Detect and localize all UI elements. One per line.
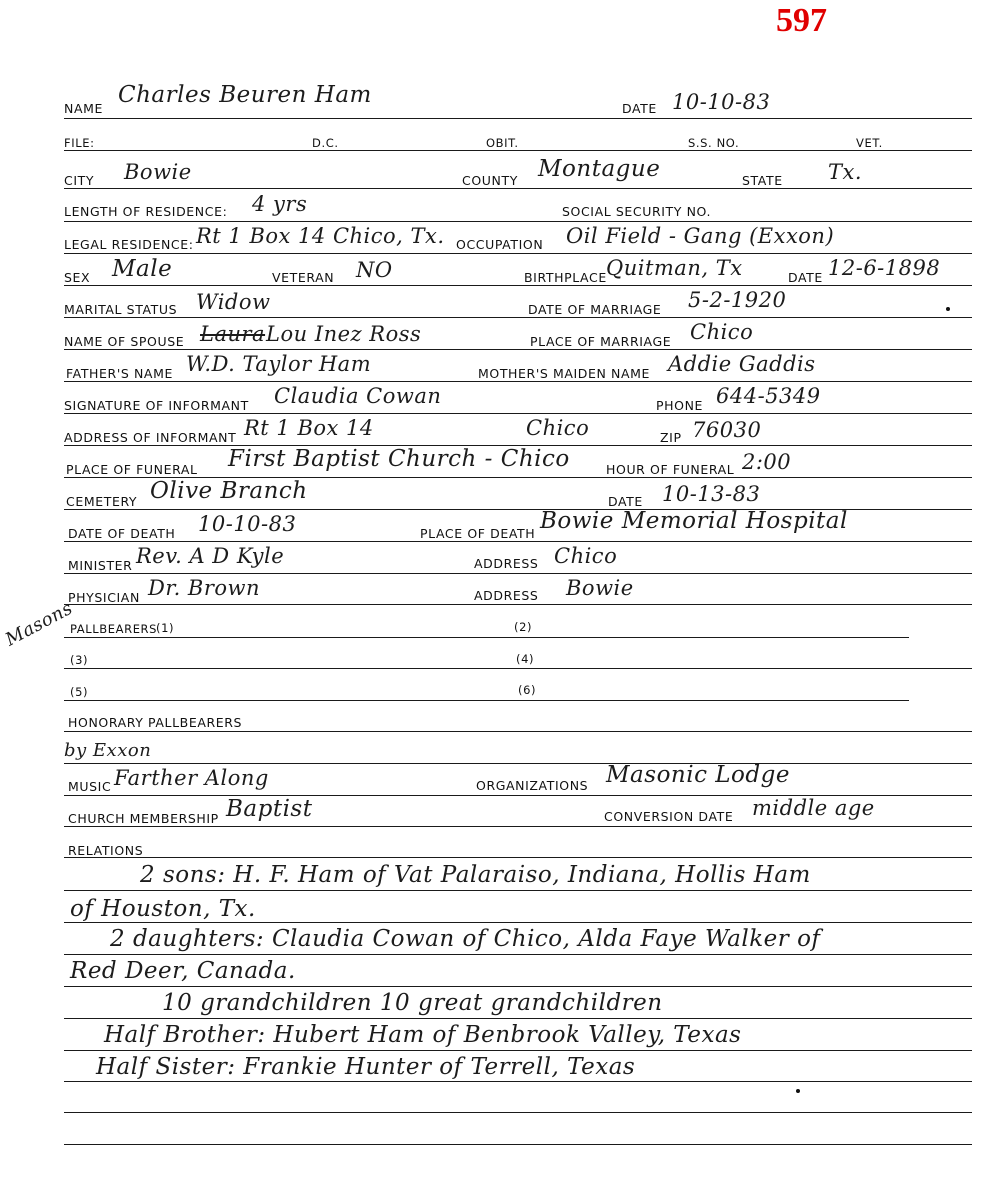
mother-label: MOTHER'S MAIDEN NAME [478,366,651,381]
rule-spouse [64,349,972,350]
rule-marital [64,317,972,318]
margin-note: Masons [2,597,77,651]
rule-relations-2 [64,922,972,923]
legal-label: LEGAL RESIDENCE: [64,237,194,252]
rule-relations-3 [64,954,972,955]
legal-value: Rt 1 Box 14 Chico, Tx. [196,224,445,248]
rule-relations-5 [64,1018,972,1019]
pallbearer-5-label: (5) [70,685,89,699]
rule-length [64,221,972,222]
spouse-label: NAME OF SPOUSE [64,334,185,349]
relations-label: RELATIONS [68,843,144,858]
honorary-value: by Exxon [64,740,152,761]
minister-addr-label: ADDRESS [474,556,539,571]
rule-death [64,541,972,542]
occupation-label: OCCUPATION [456,237,544,252]
marital-value: Widow [196,290,271,314]
death-date-label: DATE OF DEATH [68,526,176,541]
relation-line-1: 2 sons: H. F. Ham of Vat Palaraiso, Indiana, Hollis Ham [140,862,811,888]
name-value: Charles Beuren Ham [118,82,372,108]
zip-value: 76030 [692,418,762,442]
pallbearer-2-label: (2) [514,620,533,634]
rule-father [64,381,972,382]
pallbearer-6-label: (6) [518,683,537,697]
funeral-place-label: PLACE OF FUNERAL [66,462,198,477]
father-value: W.D. Taylor Ham [186,352,372,376]
county-label: COUNTY [462,173,518,188]
rule-pallbearers-1 [64,637,909,638]
relation-line-7: Half Sister: Frankie Hunter of Terrell, Texas [96,1054,636,1080]
rule-legal [64,253,972,254]
mother-value: Addie Gaddis [668,352,816,376]
informant-addr-label: ADDRESS OF INFORMANT [64,430,237,445]
marriage-date-value: 5-2-1920 [688,288,787,312]
funeral-hour-value: 2:00 [742,450,792,474]
length-value: 4 yrs [252,192,308,216]
rule-relations-7 [64,1081,972,1082]
rule-relations-1 [64,890,972,891]
physician-addr-value: Bowie [566,576,634,600]
rule-informant-sig [64,413,972,414]
marital-label: MARITAL STATUS [64,302,178,317]
rule-honorary-2 [64,763,972,764]
church-label: CHURCH MEMBERSHIP [68,811,219,826]
file-label: FILE: [64,136,95,150]
occupation-value: Oil Field - Gang (Exxon) [566,224,835,248]
sex-value: Male [112,256,173,282]
ink-dot [946,307,950,311]
date-value: 10-10-83 [672,90,771,114]
rule-relations-0 [64,857,972,858]
length-label: LENGTH OF RESIDENCE: [64,204,228,219]
page-number: 597 [776,2,827,39]
veteran-value: NO [356,258,393,282]
state-label: STATE [742,173,783,188]
death-place-label: PLACE OF DEATH [420,526,536,541]
rule-relations-6 [64,1050,972,1051]
pallbearer-3-label: (3) [70,653,89,667]
phone-value: 644-5349 [716,384,821,408]
minister-addr-value: Chico [554,544,618,568]
father-label: FATHER'S NAME [66,366,173,381]
pallbearer-1-label: (1) [156,621,175,635]
physician-addr-label: ADDRESS [474,588,539,603]
death-date-value: 10-10-83 [198,512,297,536]
rule-name [64,118,972,119]
funeral-place-value: First Baptist Church - Chico [228,446,570,472]
relation-line-4: Red Deer, Canada. [70,958,296,984]
conversion-label: CONVERSION DATE [604,809,734,824]
physician-value: Dr. Brown [148,576,261,600]
church-value: Baptist [226,796,313,822]
sex-label: SEX [64,270,91,285]
city-label: CITY [64,173,95,188]
veteran-label: VETERAN [272,270,335,285]
birthplace-value: Quitman, Tx [606,256,743,280]
pallbearers-label: PALLBEARERS [70,622,158,636]
birth-date-label: DATE [788,270,823,285]
spouse-struck-value: Laura [200,322,266,346]
honorary-label: HONORARY PALLBEARERS [68,715,243,730]
relation-line-3: 2 daughters: Claudia Cowan of Chico, Alda Faye Walker of [110,926,821,952]
rule-pallbearers-2 [64,668,972,669]
rule-relations-9 [64,1144,972,1145]
rule-relations-4 [64,986,972,987]
zip-label: ZIP [660,430,682,445]
phone-label: PHONE [656,398,704,413]
music-value: Farther Along [114,766,269,790]
ink-dot [796,1089,800,1093]
informant-sig-label: SIGNATURE OF INFORMANT [64,398,249,413]
minister-value: Rev. A D Kyle [136,544,285,568]
county-value: Montague [538,156,661,182]
birth-date-value: 12-6-1898 [828,256,941,280]
rule-sex [64,285,972,286]
physician-label: PHYSICIAN [68,590,140,605]
cemetery-label: CEMETERY [66,494,138,509]
rule-honorary-1 [64,731,972,732]
rule-physician [64,604,972,605]
death-place-value: Bowie Memorial Hospital [540,508,848,534]
minister-label: MINISTER [68,558,133,573]
conversion-value: middle age [752,796,875,820]
pallbearer-4-label: (4) [516,652,535,666]
relation-line-2: of Houston, Tx. [70,896,256,922]
rule-relations-8 [64,1112,972,1113]
informant-city-value: Chico [526,416,590,440]
dc-label: D.C. [312,136,339,150]
social-label: SOCIAL SECURITY NO. [562,204,712,219]
city-value: Bowie [124,160,192,184]
spouse-value: Lou Inez Ross [266,322,422,346]
rule-city [64,188,972,189]
music-label: MUSIC [68,779,112,794]
marriage-place-value: Chico [690,320,754,344]
organizations-value: Masonic Lodge [606,762,790,788]
rule-minister [64,573,972,574]
informant-addr-value: Rt 1 Box 14 [244,416,374,440]
cemetery-value: Olive Branch [150,478,308,504]
date-label: DATE [622,101,657,116]
funeral-hour-label: HOUR OF FUNERAL [606,462,735,477]
rule-church [64,826,972,827]
marriage-place-label: PLACE OF MARRIAGE [530,334,672,349]
ssno-label: S.S. NO. [688,136,740,150]
vet-label: VET. [856,136,883,150]
rule-file [64,150,972,151]
relation-line-5: 10 grandchildren 10 great grandchildren [162,990,663,1016]
cemetery-date-value: 10-13-83 [662,482,761,506]
rule-pallbearers-3 [64,700,909,701]
name-label: NAME [64,101,103,116]
state-value: Tx. [828,160,863,184]
organizations-label: ORGANIZATIONS [476,778,589,793]
birthplace-label: BIRTHPLACE [524,270,607,285]
informant-sig-value: Claudia Cowan [274,384,442,408]
marriage-date-label: DATE OF MARRIAGE [528,302,662,317]
cemetery-date-label: DATE [608,494,643,509]
relation-line-6: Half Brother: Hubert Ham of Benbrook Valley, Texas [104,1022,742,1048]
obit-label: OBIT. [486,136,519,150]
